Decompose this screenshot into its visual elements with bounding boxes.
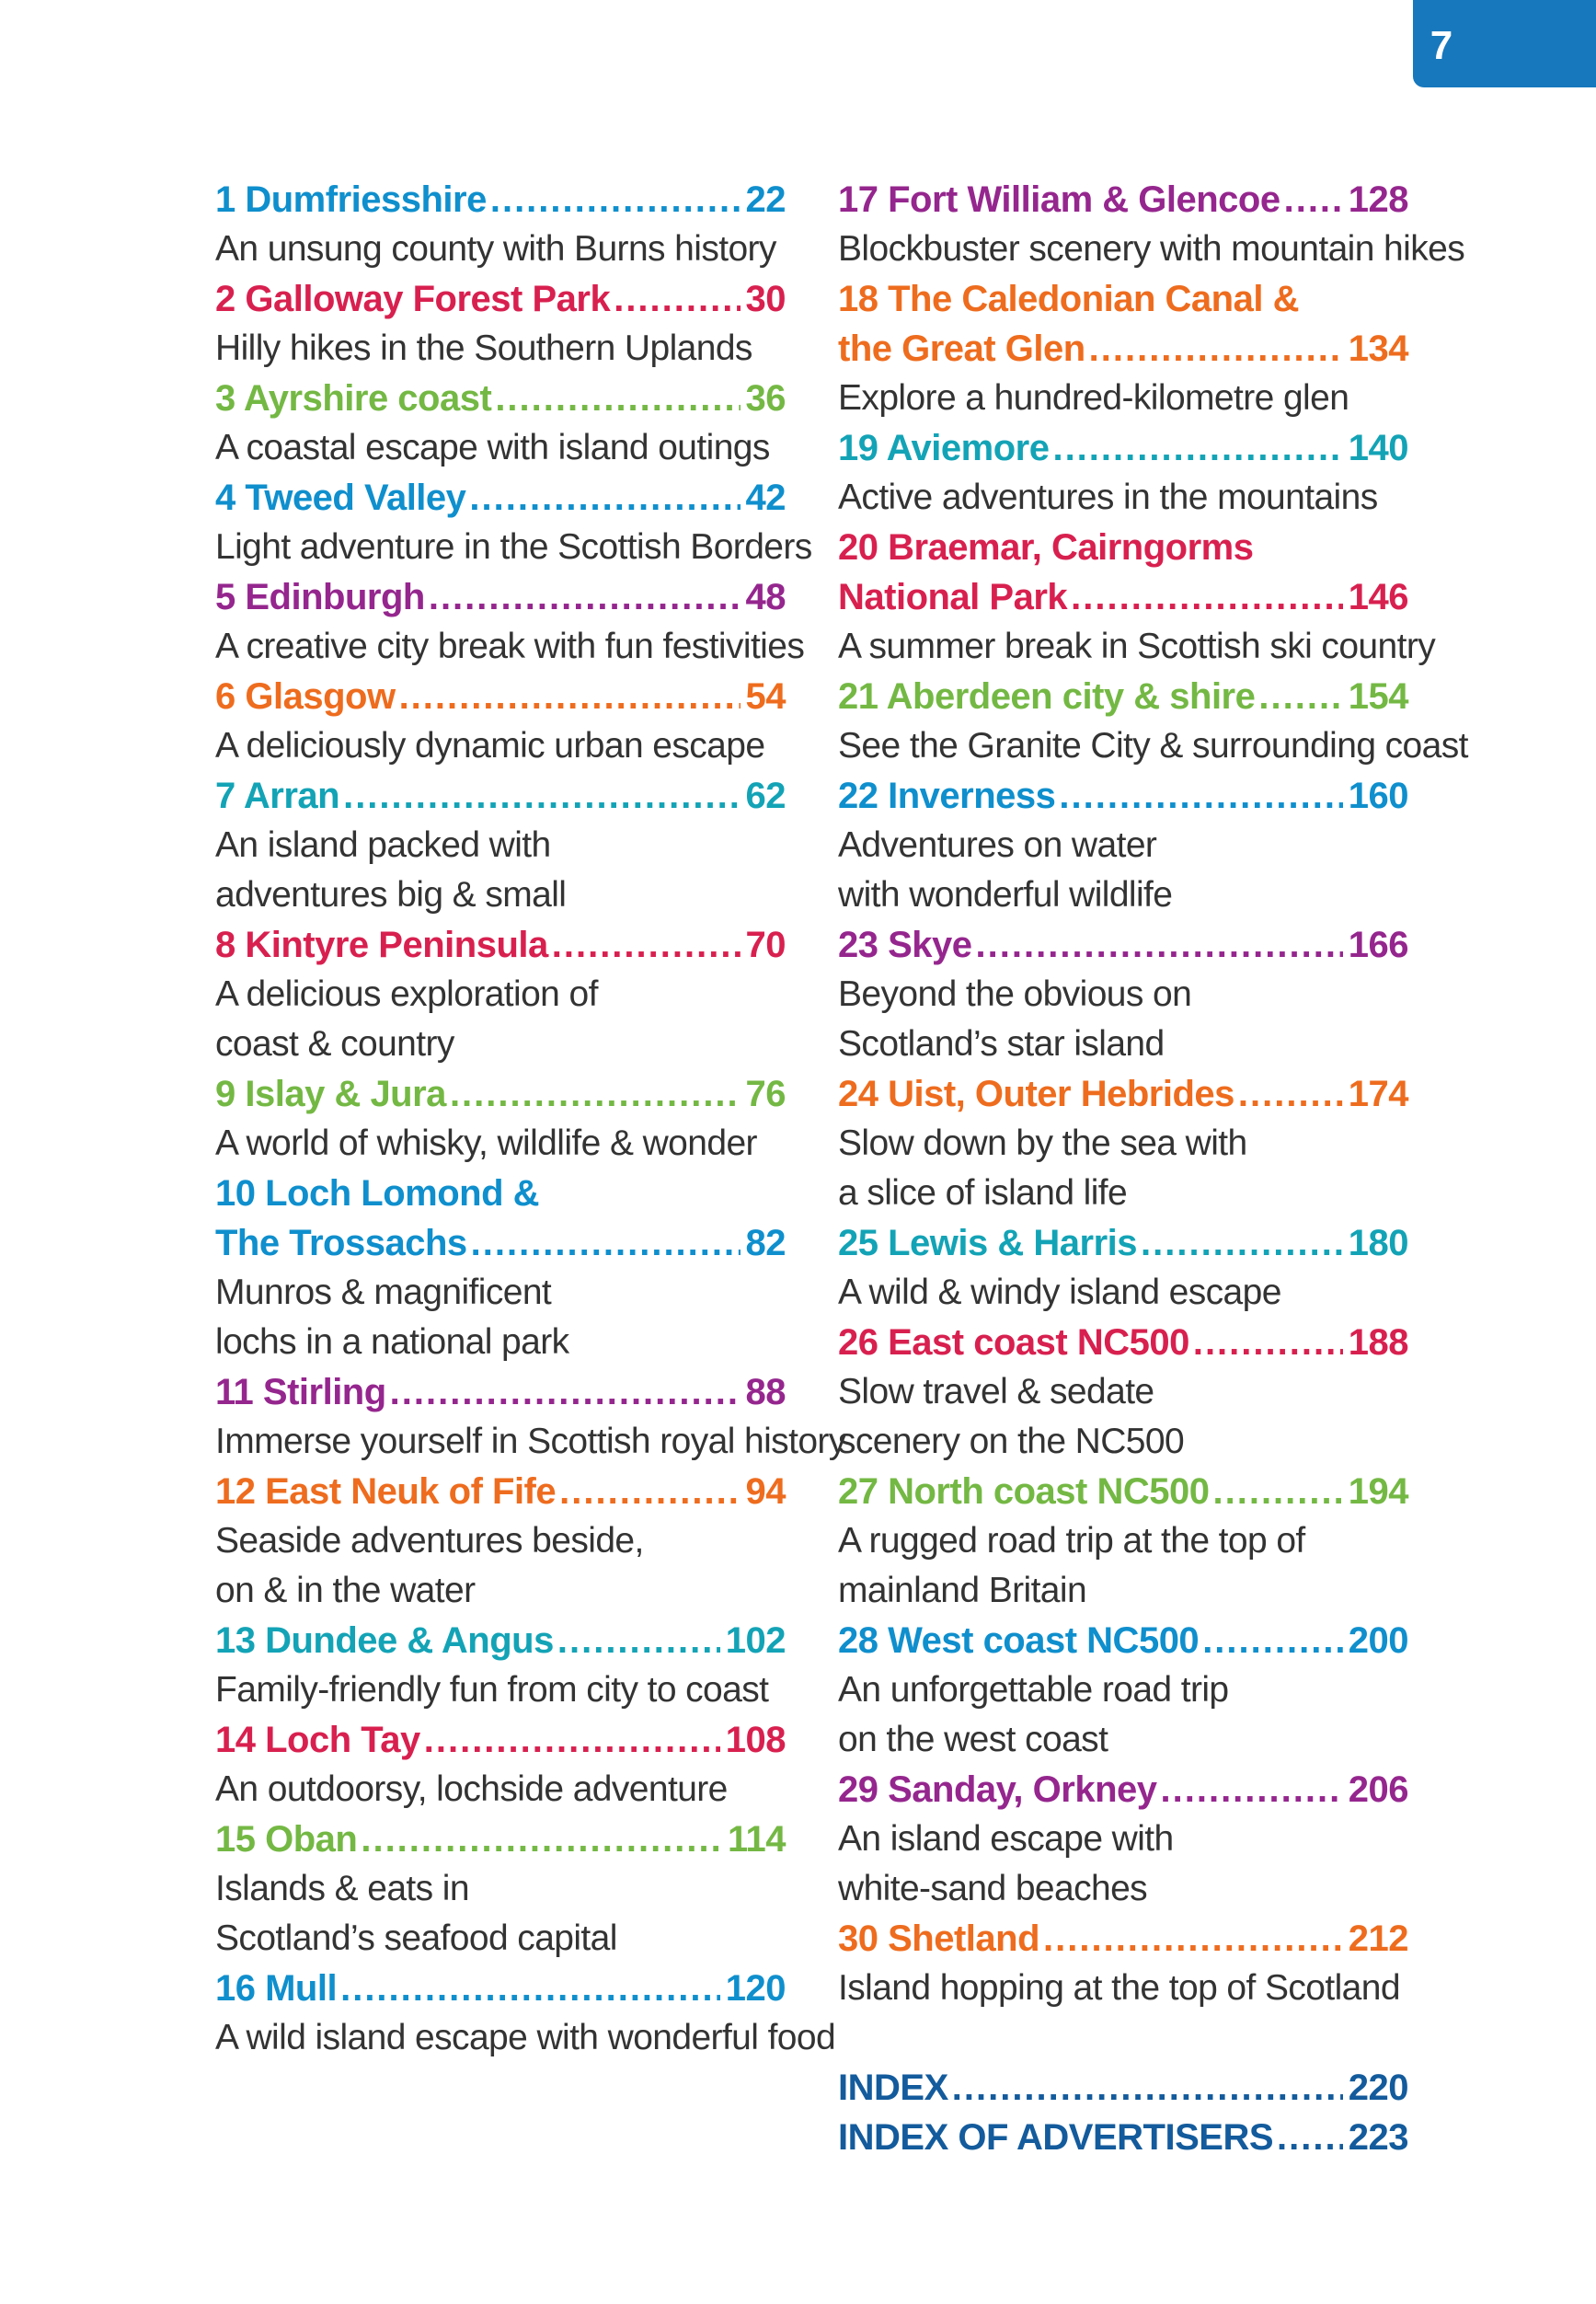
entry-description: Explore a hundred-kilometre glen [838, 378, 1349, 418]
contents-entry[interactable] [215, 1964, 836, 2063]
dot-leader [1284, 175, 1343, 225]
entry-description: Slow down by the sea with [838, 1123, 1247, 1163]
entry-title: 2 Galloway Forest Park [215, 279, 611, 319]
contents-entry[interactable] [838, 1765, 1408, 1914]
entry-page-number: 212 [1348, 1918, 1408, 1959]
contents-entry[interactable] [215, 175, 786, 274]
dot-leader [343, 771, 740, 821]
dot-leader [424, 1715, 720, 1765]
entry-title: 23 Skye [838, 925, 972, 965]
contents-entry[interactable] [838, 1467, 1408, 1616]
entry-page-number: 188 [1348, 1322, 1408, 1363]
entry-description: coast & country [215, 1024, 454, 1064]
entry-title: 10 Loch Lomond & [215, 1173, 539, 1214]
entry-page-number: 94 [745, 1471, 786, 1512]
dot-leader [1043, 1914, 1343, 1964]
dot-leader [1238, 1069, 1343, 1119]
entry-title-line [215, 771, 786, 821]
dot-leader [469, 473, 740, 523]
entry-description: white-sand beaches [838, 1869, 1148, 1908]
entry-title-line [838, 324, 1408, 374]
entry-title: 21 Aberdeen city & shire [838, 676, 1256, 717]
entry-page-number: 160 [1348, 776, 1408, 816]
entry-page-number: 42 [745, 478, 786, 518]
entry-title-line [215, 672, 786, 721]
entry-description: An island packed with [215, 825, 551, 865]
entry-title: 18 The Caledonian Canal & [838, 279, 1299, 319]
entry-title-line [215, 1715, 786, 1765]
dot-leader [1161, 1765, 1343, 1814]
entry-title: 25 Lewis & Harris [838, 1223, 1137, 1263]
entry-description: Scotland’s star island [838, 1024, 1165, 1064]
entry-description: A world of whisky, wildlife & wonder [215, 1123, 757, 1163]
entry-description: A creative city break with fun festivities [215, 627, 805, 666]
contents-entry[interactable] [215, 1169, 786, 1367]
contents-entry[interactable] [838, 1616, 1408, 1765]
contents-entry[interactable] [215, 771, 786, 920]
dot-leader [952, 2063, 1343, 2113]
entry-description: An unforgettable road trip [838, 1670, 1229, 1710]
dot-leader [399, 672, 741, 721]
entry-page-number: 206 [1348, 1769, 1408, 1810]
entry-title-line [215, 473, 786, 523]
entry-description: Active adventures in the mountains [838, 478, 1378, 517]
entry-title-line [215, 1467, 786, 1516]
dot-leader [552, 920, 741, 970]
dot-leader [1202, 1616, 1343, 1665]
entry-title: 4 Tweed Valley [215, 478, 466, 518]
contents-entry[interactable] [838, 1218, 1408, 1318]
entry-title: 24 Uist, Outer Hebrides [838, 1074, 1234, 1114]
dot-leader [361, 1814, 722, 1864]
entry-title: 6 Glasgow [215, 676, 396, 717]
entry-title: 8 Kintyre Peninsula [215, 925, 548, 965]
entry-page-number: 220 [1348, 2068, 1408, 2108]
entry-title: 28 West coast NC500 [838, 1620, 1200, 1661]
dot-leader [390, 1367, 741, 1417]
entry-title: 19 Aviemore [838, 428, 1050, 468]
entry-page-number: 128 [1348, 179, 1408, 220]
contents-entry[interactable] [215, 473, 812, 572]
dot-leader [557, 1616, 720, 1665]
entry-title: the Great Glen [838, 328, 1085, 369]
entry-description: Seaside adventures beside, [215, 1521, 644, 1561]
entry-description: Family-friendly fun from city to coast [215, 1670, 769, 1710]
entry-title-line [838, 1765, 1408, 1814]
entry-title: The Trossachs [215, 1223, 467, 1263]
entry-page-number: 62 [745, 776, 786, 816]
contents-entry[interactable] [838, 672, 1468, 771]
entry-title: National Park [838, 577, 1068, 617]
entry-page-number: 194 [1348, 1471, 1408, 1512]
contents-entry[interactable] [838, 523, 1436, 672]
entry-page-number: 154 [1348, 676, 1408, 717]
entry-title: 30 Shetland [838, 1918, 1040, 1959]
contents-entry[interactable] [838, 423, 1408, 523]
entry-page-number: 36 [745, 378, 786, 419]
entry-title-line [838, 1318, 1408, 1367]
entry-description: Islands & eats in [215, 1869, 469, 1908]
contents-entry[interactable] [838, 175, 1465, 274]
entry-title: 5 Edinburgh [215, 577, 425, 617]
contents-entry[interactable] [215, 1715, 786, 1814]
contents-entry[interactable] [215, 572, 805, 672]
entry-page-number: 70 [745, 925, 786, 965]
entry-title: 27 North coast NC500 [838, 1471, 1210, 1512]
contents-entry[interactable] [838, 274, 1408, 423]
entry-page-number: 48 [745, 577, 786, 617]
entry-title-line [838, 1218, 1408, 1268]
entry-description: Immerse yourself in Scottish royal history [215, 1422, 846, 1461]
contents-entry[interactable] [215, 920, 786, 1069]
entry-title-line [215, 1218, 786, 1268]
dot-leader [1277, 2113, 1343, 2162]
entry-title: 7 Arran [215, 776, 340, 816]
entry-description: Munros & magnificent [215, 1273, 552, 1312]
entry-title: 15 Oban [215, 1819, 358, 1860]
entry-page-number: 140 [1348, 428, 1408, 468]
entry-title-line [838, 523, 1408, 572]
dot-leader [1059, 771, 1342, 821]
entry-title-line [215, 274, 786, 324]
dot-leader [1141, 1218, 1343, 1268]
entry-description: lochs in a national park [215, 1322, 569, 1362]
contents-entry[interactable] [215, 1616, 786, 1715]
entry-description: A summer break in Scottish ski country [838, 627, 1436, 666]
entry-title-line [838, 1914, 1408, 1964]
entry-page-number: 174 [1348, 1074, 1408, 1114]
entry-title-line [838, 1467, 1408, 1516]
dot-leader [1052, 423, 1342, 473]
entry-description: mainland Britain [838, 1571, 1087, 1610]
dot-leader [976, 920, 1343, 970]
entry-page-number: 200 [1348, 1620, 1408, 1661]
dot-leader [450, 1069, 741, 1119]
dot-leader [1071, 572, 1343, 622]
dot-leader [1193, 1318, 1343, 1367]
entry-page-number: 76 [745, 1074, 786, 1114]
contents-entry[interactable] [215, 274, 786, 374]
entry-page-number: 102 [725, 1620, 786, 1661]
entry-description: A deliciously dynamic urban escape [215, 726, 765, 766]
entry-page-number: 223 [1348, 2117, 1408, 2158]
entry-title: 16 Mull [215, 1968, 338, 2009]
entry-description: Hilly hikes in the Southern Uplands [215, 328, 752, 368]
contents-entry[interactable] [838, 2113, 1408, 2162]
entry-description: Scotland’s seafood capital [215, 1918, 617, 1958]
entry-title-line [215, 1964, 786, 2013]
entry-description: on & in the water [215, 1571, 476, 1610]
page-number: 7 [1430, 23, 1453, 68]
entry-title-line [838, 423, 1408, 473]
contents-entry[interactable] [215, 374, 786, 473]
entry-page-number: 166 [1348, 925, 1408, 965]
entry-page-number: 22 [745, 179, 786, 220]
contents-right-column [838, 175, 1468, 2162]
contents-entry[interactable] [838, 920, 1408, 1069]
entry-description: Blockbuster scenery with mountain hikes [838, 229, 1465, 269]
contents-entry[interactable] [838, 2063, 1408, 2113]
dot-leader [614, 274, 740, 324]
entry-title: 26 East coast NC500 [838, 1322, 1189, 1363]
dot-leader [495, 374, 740, 423]
entry-title-line [838, 672, 1408, 721]
dot-leader [559, 1467, 740, 1516]
entry-description: An outdoorsy, lochside adventure [215, 1769, 728, 1809]
entry-title-line [215, 920, 786, 970]
contents-entry[interactable] [215, 1467, 786, 1616]
dot-leader [490, 175, 741, 225]
entry-page-number: 108 [725, 1720, 786, 1760]
contents-entry[interactable] [838, 1069, 1408, 1218]
contents-entry[interactable] [215, 672, 786, 771]
entry-page-number: 30 [745, 279, 786, 319]
entry-title: 11 Stirling [215, 1372, 386, 1412]
dot-leader [340, 1964, 720, 2013]
entry-title-line [838, 920, 1408, 970]
entry-title: 14 Loch Tay [215, 1720, 420, 1760]
entry-title-line [215, 1616, 786, 1665]
entry-title-line [838, 1616, 1408, 1665]
entry-title-line [215, 175, 786, 225]
dot-leader [429, 572, 741, 622]
entry-description: a slice of island life [838, 1173, 1128, 1213]
dot-leader [471, 1218, 741, 1268]
entry-title-line [838, 274, 1408, 324]
entry-page-number: 114 [727, 1819, 786, 1860]
entry-description: An unsung county with Burns history [215, 229, 776, 269]
entry-description: A wild & windy island escape [838, 1273, 1281, 1312]
entry-description: A delicious exploration of [215, 974, 598, 1014]
entry-description: A rugged road trip at the top of [838, 1521, 1305, 1561]
contents-entry[interactable] [838, 771, 1408, 920]
entry-title: 3 Ayrshire coast [215, 378, 492, 419]
entry-description: A wild island escape with wonderful food [215, 2018, 836, 2057]
entry-title-line [215, 1367, 786, 1417]
entry-page-number: 146 [1348, 577, 1408, 617]
entry-title-line [838, 572, 1408, 622]
entry-page-number: 82 [745, 1223, 786, 1263]
contents-entry[interactable] [215, 1814, 786, 1964]
spacer [838, 2013, 1408, 2063]
entry-title-line [838, 2113, 1408, 2162]
entry-title-line [215, 572, 786, 622]
entry-page-number: 134 [1348, 328, 1408, 369]
entry-description: A coastal escape with island outings [215, 428, 770, 467]
entry-title-line [215, 374, 786, 423]
entry-title: 12 East Neuk of Fife [215, 1471, 557, 1512]
entry-description: scenery on the NC500 [838, 1422, 1185, 1461]
entry-page-number: 180 [1348, 1223, 1408, 1263]
entry-description: Adventures on water [838, 825, 1157, 865]
entry-description: An island escape with [838, 1819, 1174, 1859]
entry-title-line [838, 771, 1408, 821]
entry-page-number: 54 [745, 676, 786, 717]
entry-title-line [215, 1169, 786, 1218]
contents-entry[interactable] [215, 1069, 786, 1169]
contents-entry[interactable] [838, 1318, 1408, 1467]
entry-description: Slow travel & sedate [838, 1372, 1154, 1411]
entry-title-line [215, 1814, 786, 1864]
contents-entry[interactable] [838, 1914, 1408, 2013]
entry-title: INDEX [838, 2068, 948, 2108]
entry-title: 1 Dumfriesshire [215, 179, 487, 220]
entry-description: Beyond the obvious on [838, 974, 1192, 1014]
entry-title: 9 Islay & Jura [215, 1074, 446, 1114]
dot-leader [1089, 324, 1343, 374]
entry-description: See the Granite City & surrounding coast [838, 726, 1468, 766]
entry-page-number: 120 [725, 1968, 786, 2009]
dot-leader [1258, 672, 1342, 721]
entry-title-line [838, 2063, 1408, 2113]
entry-description: with wonderful wildlife [838, 875, 1173, 915]
entry-title: 29 Sanday, Orkney [838, 1769, 1157, 1810]
entry-title: 17 Fort William & Glencoe [838, 179, 1280, 220]
entry-title-line [838, 175, 1408, 225]
entry-description: Island hopping at the top of Scotland [838, 1968, 1400, 2008]
entry-title: 13 Dundee & Angus [215, 1620, 554, 1661]
entry-description: on the west coast [838, 1720, 1108, 1759]
dot-leader [1212, 1467, 1342, 1516]
entry-description: adventures big & small [215, 875, 567, 915]
entry-title: 22 Inverness [838, 776, 1056, 816]
entry-title: 20 Braemar, Cairngorms [838, 527, 1254, 568]
contents-entry[interactable] [215, 1367, 846, 1467]
entry-page-number: 88 [745, 1372, 786, 1412]
contents-left-column [215, 175, 846, 2063]
entry-description: Light adventure in the Scottish Borders [215, 527, 812, 567]
entry-title-line [838, 1069, 1408, 1119]
entry-title-line [215, 1069, 786, 1119]
entry-title: INDEX OF ADVERTISERS [838, 2117, 1274, 2158]
